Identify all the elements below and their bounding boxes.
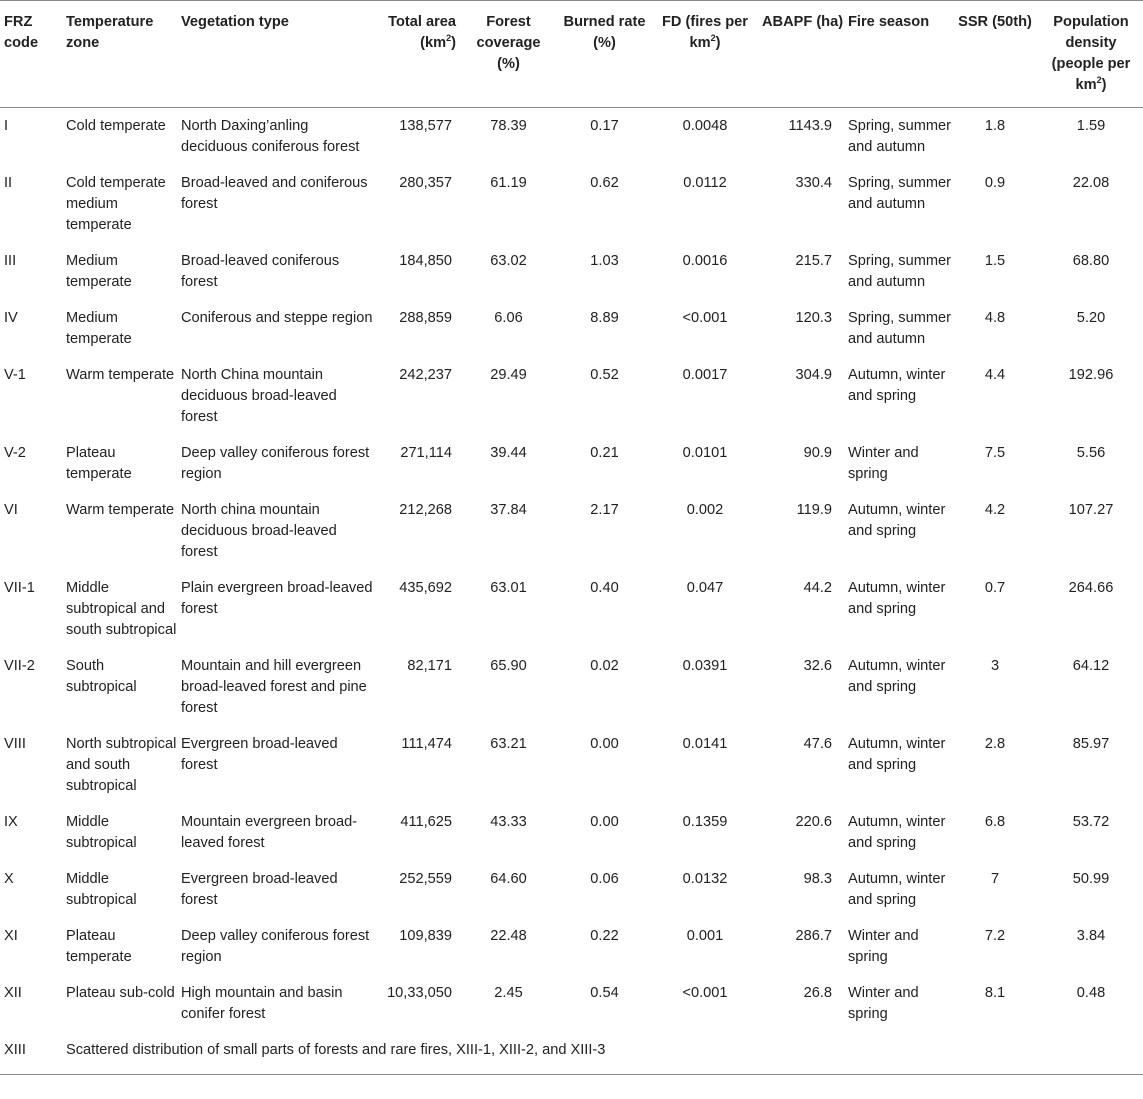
cell-ssr: 0.7 bbox=[984, 580, 1006, 596]
table-row bbox=[0, 570, 1143, 648]
table-row bbox=[0, 975, 1143, 1032]
cell-temperature-zone: South subtropical bbox=[66, 658, 137, 695]
cell-fire-season: Autumn, winter and spring bbox=[848, 580, 946, 617]
cell-population-density: 3.84 bbox=[1076, 928, 1106, 944]
cell-fd: 0.0112 bbox=[683, 175, 727, 191]
cell-forest-coverage: 6.06 bbox=[494, 310, 523, 326]
cell-abapf: 119.9 bbox=[796, 502, 832, 518]
cell-fire-season: Spring, summer and autumn bbox=[848, 310, 951, 347]
cell-total-area: 288,859 bbox=[399, 310, 452, 326]
cell-abapf: 26.8 bbox=[803, 985, 832, 1001]
table-row-footer bbox=[0, 1032, 1143, 1075]
cell-ssr: 8.1 bbox=[984, 985, 1006, 1001]
cell-population-density: 53.72 bbox=[1072, 814, 1110, 830]
cell-forest-coverage: 63.02 bbox=[490, 253, 527, 269]
cell-temperature-zone: Plateau temperate bbox=[66, 445, 132, 482]
table-row bbox=[0, 804, 1143, 861]
cell-total-area: 252,559 bbox=[399, 871, 452, 887]
header-total-area: Total area $(km^2)$ bbox=[377, 1, 460, 108]
cell-forest-coverage: 2.45 bbox=[494, 985, 523, 1001]
cell-fire-season: Winter and spring bbox=[848, 445, 919, 482]
cell-fire-season: Autumn, winter and spring bbox=[848, 502, 946, 539]
cell-abapf: 90.9 bbox=[803, 445, 832, 461]
cell-fd: 0.0016 bbox=[682, 253, 728, 269]
cell-vegetation-type: Coniferous and steppe region bbox=[181, 310, 373, 326]
cell-total-area: 82,171 bbox=[407, 658, 452, 674]
cell-fd: 0.001 bbox=[686, 928, 724, 944]
cell-abapf: 98.3 bbox=[803, 871, 832, 887]
cell-total-area: 184,850 bbox=[399, 253, 452, 269]
cell-frz-code: II bbox=[4, 175, 13, 191]
header-vegetation-type: Vegetation type bbox=[177, 1, 377, 108]
cell-forest-coverage: 37.84 bbox=[490, 502, 527, 518]
table-row bbox=[0, 726, 1143, 804]
cell-abapf: 120.3 bbox=[795, 310, 832, 326]
cell-vegetation-type: Broad-leaved coniferous forest bbox=[181, 253, 340, 290]
cell-burned-rate: 0.54 bbox=[590, 985, 619, 1001]
cell-population-density: 5.56 bbox=[1076, 445, 1106, 461]
cell-total-area: 111,474 bbox=[401, 736, 452, 752]
header-fd: FD (fires per $km^2$) bbox=[652, 1, 758, 108]
cell-total-area: 138,577 bbox=[399, 118, 452, 134]
cell-population-density: 64.12 bbox=[1072, 658, 1110, 674]
header-temperature-zone: Temperature zone bbox=[62, 1, 177, 108]
table-row bbox=[0, 243, 1143, 300]
cell-burned-rate: 0.40 bbox=[590, 580, 619, 596]
cell-fd: 0.0017 bbox=[682, 367, 728, 383]
cell-fire-season: Spring, summer and autumn bbox=[848, 118, 951, 155]
cell-temperature-zone: Middle subtropical and south subtropical bbox=[66, 580, 177, 638]
cell-fd: 0.0101 bbox=[682, 445, 728, 461]
cell-abapf: 304.9 bbox=[795, 367, 832, 383]
cell-forest-coverage: 39.44 bbox=[490, 445, 527, 461]
cell-population-density: 264.66 bbox=[1068, 580, 1114, 596]
cell-temperature-zone: Medium temperate bbox=[66, 253, 132, 290]
cell-fire-season: Autumn, winter and spring bbox=[848, 871, 946, 908]
cell-ssr: 2.8 bbox=[984, 736, 1006, 752]
header-fire-season: Fire season bbox=[844, 1, 951, 108]
cell-fire-season: Autumn, winter and spring bbox=[848, 736, 946, 773]
cell-forest-coverage: 22.48 bbox=[490, 928, 527, 944]
cell-burned-rate: 0.62 bbox=[590, 175, 619, 191]
cell-fd: 0.002 bbox=[686, 502, 724, 518]
cell-abapf: 32.6 bbox=[803, 658, 832, 674]
cell-fire-season: Winter and spring bbox=[848, 985, 919, 1022]
cell-frz-code: III bbox=[4, 253, 17, 269]
cell-burned-rate: 8.89 bbox=[590, 310, 619, 326]
cell-temperature-zone: Cold temperate medium temperate bbox=[66, 175, 166, 233]
table-body bbox=[0, 108, 1143, 1075]
cell-fd: 0.0048 bbox=[682, 118, 728, 134]
cell-abapf: 220.6 bbox=[795, 814, 832, 830]
cell-fd: 0.047 bbox=[686, 580, 724, 596]
cell-fire-season: Autumn, winter and spring bbox=[848, 658, 946, 695]
cell-frz-code: VIII bbox=[4, 736, 26, 752]
cell-burned-rate: 0.17 bbox=[590, 118, 619, 134]
cell-ssr: 6.8 bbox=[984, 814, 1006, 830]
cell-frz-code: VII-1 bbox=[4, 580, 35, 596]
cell-forest-coverage: 64.60 bbox=[490, 871, 527, 887]
cell-vegetation-type: Deep valley coniferous forest region bbox=[181, 445, 370, 482]
cell-vegetation-type: Mountain evergreen broad-leaved forest bbox=[181, 814, 358, 851]
header-frz-code: FRZ code bbox=[0, 1, 62, 108]
cell-fire-season: Winter and spring bbox=[848, 928, 919, 965]
cell-population-density: 1.59 bbox=[1076, 118, 1106, 134]
cell-population-density: 192.96 bbox=[1068, 367, 1114, 383]
cell-frz-code: VII-2 bbox=[4, 658, 35, 674]
cell-abapf: 330.4 bbox=[795, 175, 832, 191]
header-abapf: ABAPF (ha) bbox=[758, 1, 844, 108]
table-row bbox=[0, 108, 1143, 166]
cell-ssr: 1.8 bbox=[984, 118, 1006, 134]
cell-population-density: 50.99 bbox=[1072, 871, 1110, 887]
cell-fd: 0.0132 bbox=[682, 871, 728, 887]
cell-forest-coverage: 63.01 bbox=[490, 580, 527, 596]
cell-total-area: 271,114 bbox=[400, 445, 452, 461]
table-row bbox=[0, 165, 1143, 243]
cell-frz-code: IX bbox=[4, 814, 18, 830]
cell-ssr: 3 bbox=[990, 658, 1000, 674]
table-row bbox=[0, 357, 1143, 435]
cell-total-area: 212,268 bbox=[399, 502, 452, 518]
cell-total-area: 109,839 bbox=[399, 928, 452, 944]
cell-population-density: 85.97 bbox=[1072, 736, 1110, 752]
cell-temperature-zone: Cold temperate bbox=[66, 118, 166, 134]
cell-forest-coverage: 63.21 bbox=[490, 736, 527, 752]
cell-burned-rate: 0.06 bbox=[590, 871, 619, 887]
cell-vegetation-type: Mountain and hill evergreen broad-leaved forest and pine forest bbox=[181, 658, 367, 716]
cell-population-density: 68.80 bbox=[1072, 253, 1110, 269]
cell-population-density: 107.27 bbox=[1068, 502, 1114, 518]
cell-temperature-zone: Plateau temperate bbox=[66, 928, 132, 965]
cell-footer-text: Scattered distribution of small parts of forests and rare fires, XIII-1, XIII-2, and XIII-3 bbox=[62, 1032, 1143, 1075]
cell-burned-rate: 0.00 bbox=[590, 814, 619, 830]
cell-ssr: 0.9 bbox=[984, 175, 1006, 191]
cell-ssr: 4.2 bbox=[984, 502, 1006, 518]
table-row bbox=[0, 918, 1143, 975]
cell-ssr: 1.5 bbox=[984, 253, 1006, 269]
cell-total-area: 10,33,050 bbox=[387, 985, 452, 1001]
table-row bbox=[0, 492, 1143, 570]
cell-burned-rate: 1.03 bbox=[590, 253, 619, 269]
cell-fd: <0.001 bbox=[682, 310, 728, 326]
cell-vegetation-type: North Daxing’anling deciduous coniferous forest bbox=[181, 118, 360, 155]
cell-vegetation-type: Deep valley coniferous forest region bbox=[181, 928, 370, 965]
cell-fd: 0.1359 bbox=[682, 814, 728, 830]
cell-population-density: 22.08 bbox=[1072, 175, 1110, 191]
cell-abapf: 215.7 bbox=[795, 253, 832, 269]
cell-frz-code: X bbox=[4, 871, 14, 887]
table-row bbox=[0, 435, 1143, 492]
cell-vegetation-type: North china mountain deciduous broad-leaved forest bbox=[181, 502, 337, 560]
cell-vegetation-type: North China mountain deciduous broad-leaved forest bbox=[181, 367, 337, 425]
cell-abapf: 286.7 bbox=[795, 928, 832, 944]
cell-forest-coverage: 78.39 bbox=[490, 118, 527, 134]
header-forest-coverage: Forest coverage (%) bbox=[460, 1, 557, 108]
cell-fire-season: Spring, summer and autumn bbox=[848, 175, 951, 212]
cell-temperature-zone: Medium temperate bbox=[66, 310, 132, 347]
cell-ssr: 7.2 bbox=[984, 928, 1006, 944]
header-ssr: SSR (50th) bbox=[951, 1, 1039, 108]
cell-burned-rate: 0.52 bbox=[590, 367, 619, 383]
table-row bbox=[0, 648, 1143, 726]
header-population-density: Population density (people per $km^2$) bbox=[1039, 1, 1143, 108]
cell-fire-season: Autumn, winter and spring bbox=[848, 814, 946, 851]
cell-vegetation-type: Broad-leaved and coniferous forest bbox=[181, 175, 368, 212]
cell-total-area: 280,357 bbox=[399, 175, 452, 191]
cell-frz-code: IV bbox=[4, 310, 18, 326]
cell-vegetation-type: Evergreen broad-leaved forest bbox=[181, 871, 338, 908]
cell-population-density: 0.48 bbox=[1076, 985, 1106, 1001]
cell-frz-code: VI bbox=[4, 502, 18, 518]
cell-ssr: 7 bbox=[990, 871, 1000, 887]
cell-forest-coverage: 29.49 bbox=[490, 367, 527, 383]
cell-temperature-zone: Plateau sub-cold bbox=[66, 985, 175, 1001]
cell-fd: 0.0141 bbox=[682, 736, 728, 752]
cell-frz-code: XII bbox=[4, 985, 22, 1001]
cell-ssr: 4.4 bbox=[984, 367, 1006, 383]
table-header bbox=[0, 1, 1143, 108]
cell-burned-rate: 0.02 bbox=[590, 658, 619, 674]
cell-burned-rate: 0.22 bbox=[590, 928, 619, 944]
cell-forest-coverage: 65.90 bbox=[490, 658, 527, 674]
header-burned-rate: Burned rate (%) bbox=[557, 1, 652, 108]
cell-burned-rate: 2.17 bbox=[590, 502, 619, 518]
cell-burned-rate: 0.00 bbox=[590, 736, 619, 752]
cell-frz-code: XI bbox=[4, 928, 18, 944]
cell-temperature-zone: North subtropical and south subtropical bbox=[66, 736, 177, 794]
cell-population-density: 5.20 bbox=[1076, 310, 1106, 326]
cell-forest-coverage: 61.19 bbox=[490, 175, 527, 191]
cell-temperature-zone: Middle subtropical bbox=[66, 814, 137, 851]
cell-forest-coverage: 43.33 bbox=[490, 814, 527, 830]
cell-abapf: 47.6 bbox=[803, 736, 832, 752]
cell-frz-code: XIII bbox=[0, 1032, 62, 1075]
cell-total-area: 242,237 bbox=[399, 367, 452, 383]
cell-ssr: 4.8 bbox=[984, 310, 1006, 326]
cell-vegetation-type: Plain evergreen broad-leaved forest bbox=[181, 580, 373, 617]
cell-fd: <0.001 bbox=[682, 985, 728, 1001]
cell-abapf: 44.2 bbox=[803, 580, 832, 596]
cell-fire-season: Spring, summer and autumn bbox=[848, 253, 951, 290]
table-row bbox=[0, 861, 1143, 918]
cell-ssr: 7.5 bbox=[984, 445, 1006, 461]
cell-temperature-zone: Warm temperate bbox=[66, 367, 175, 383]
cell-abapf: 1143.9 bbox=[788, 118, 832, 134]
cell-vegetation-type: Evergreen broad-leaved forest bbox=[181, 736, 338, 773]
cell-frz-code: V-2 bbox=[4, 445, 26, 461]
cell-temperature-zone: Warm temperate bbox=[66, 502, 175, 518]
cell-frz-code: V-1 bbox=[4, 367, 26, 383]
table-row bbox=[0, 300, 1143, 357]
cell-total-area: 411,625 bbox=[400, 814, 452, 830]
cell-total-area: 435,692 bbox=[399, 580, 452, 596]
cell-fire-season: Autumn, winter and spring bbox=[848, 367, 946, 404]
cell-frz-code: I bbox=[4, 118, 9, 134]
cell-fd: 0.0391 bbox=[682, 658, 728, 674]
cell-vegetation-type: High mountain and basin conifer forest bbox=[181, 985, 343, 1022]
cell-burned-rate: 0.21 bbox=[590, 445, 619, 461]
cell-temperature-zone: Middle subtropical bbox=[66, 871, 137, 908]
